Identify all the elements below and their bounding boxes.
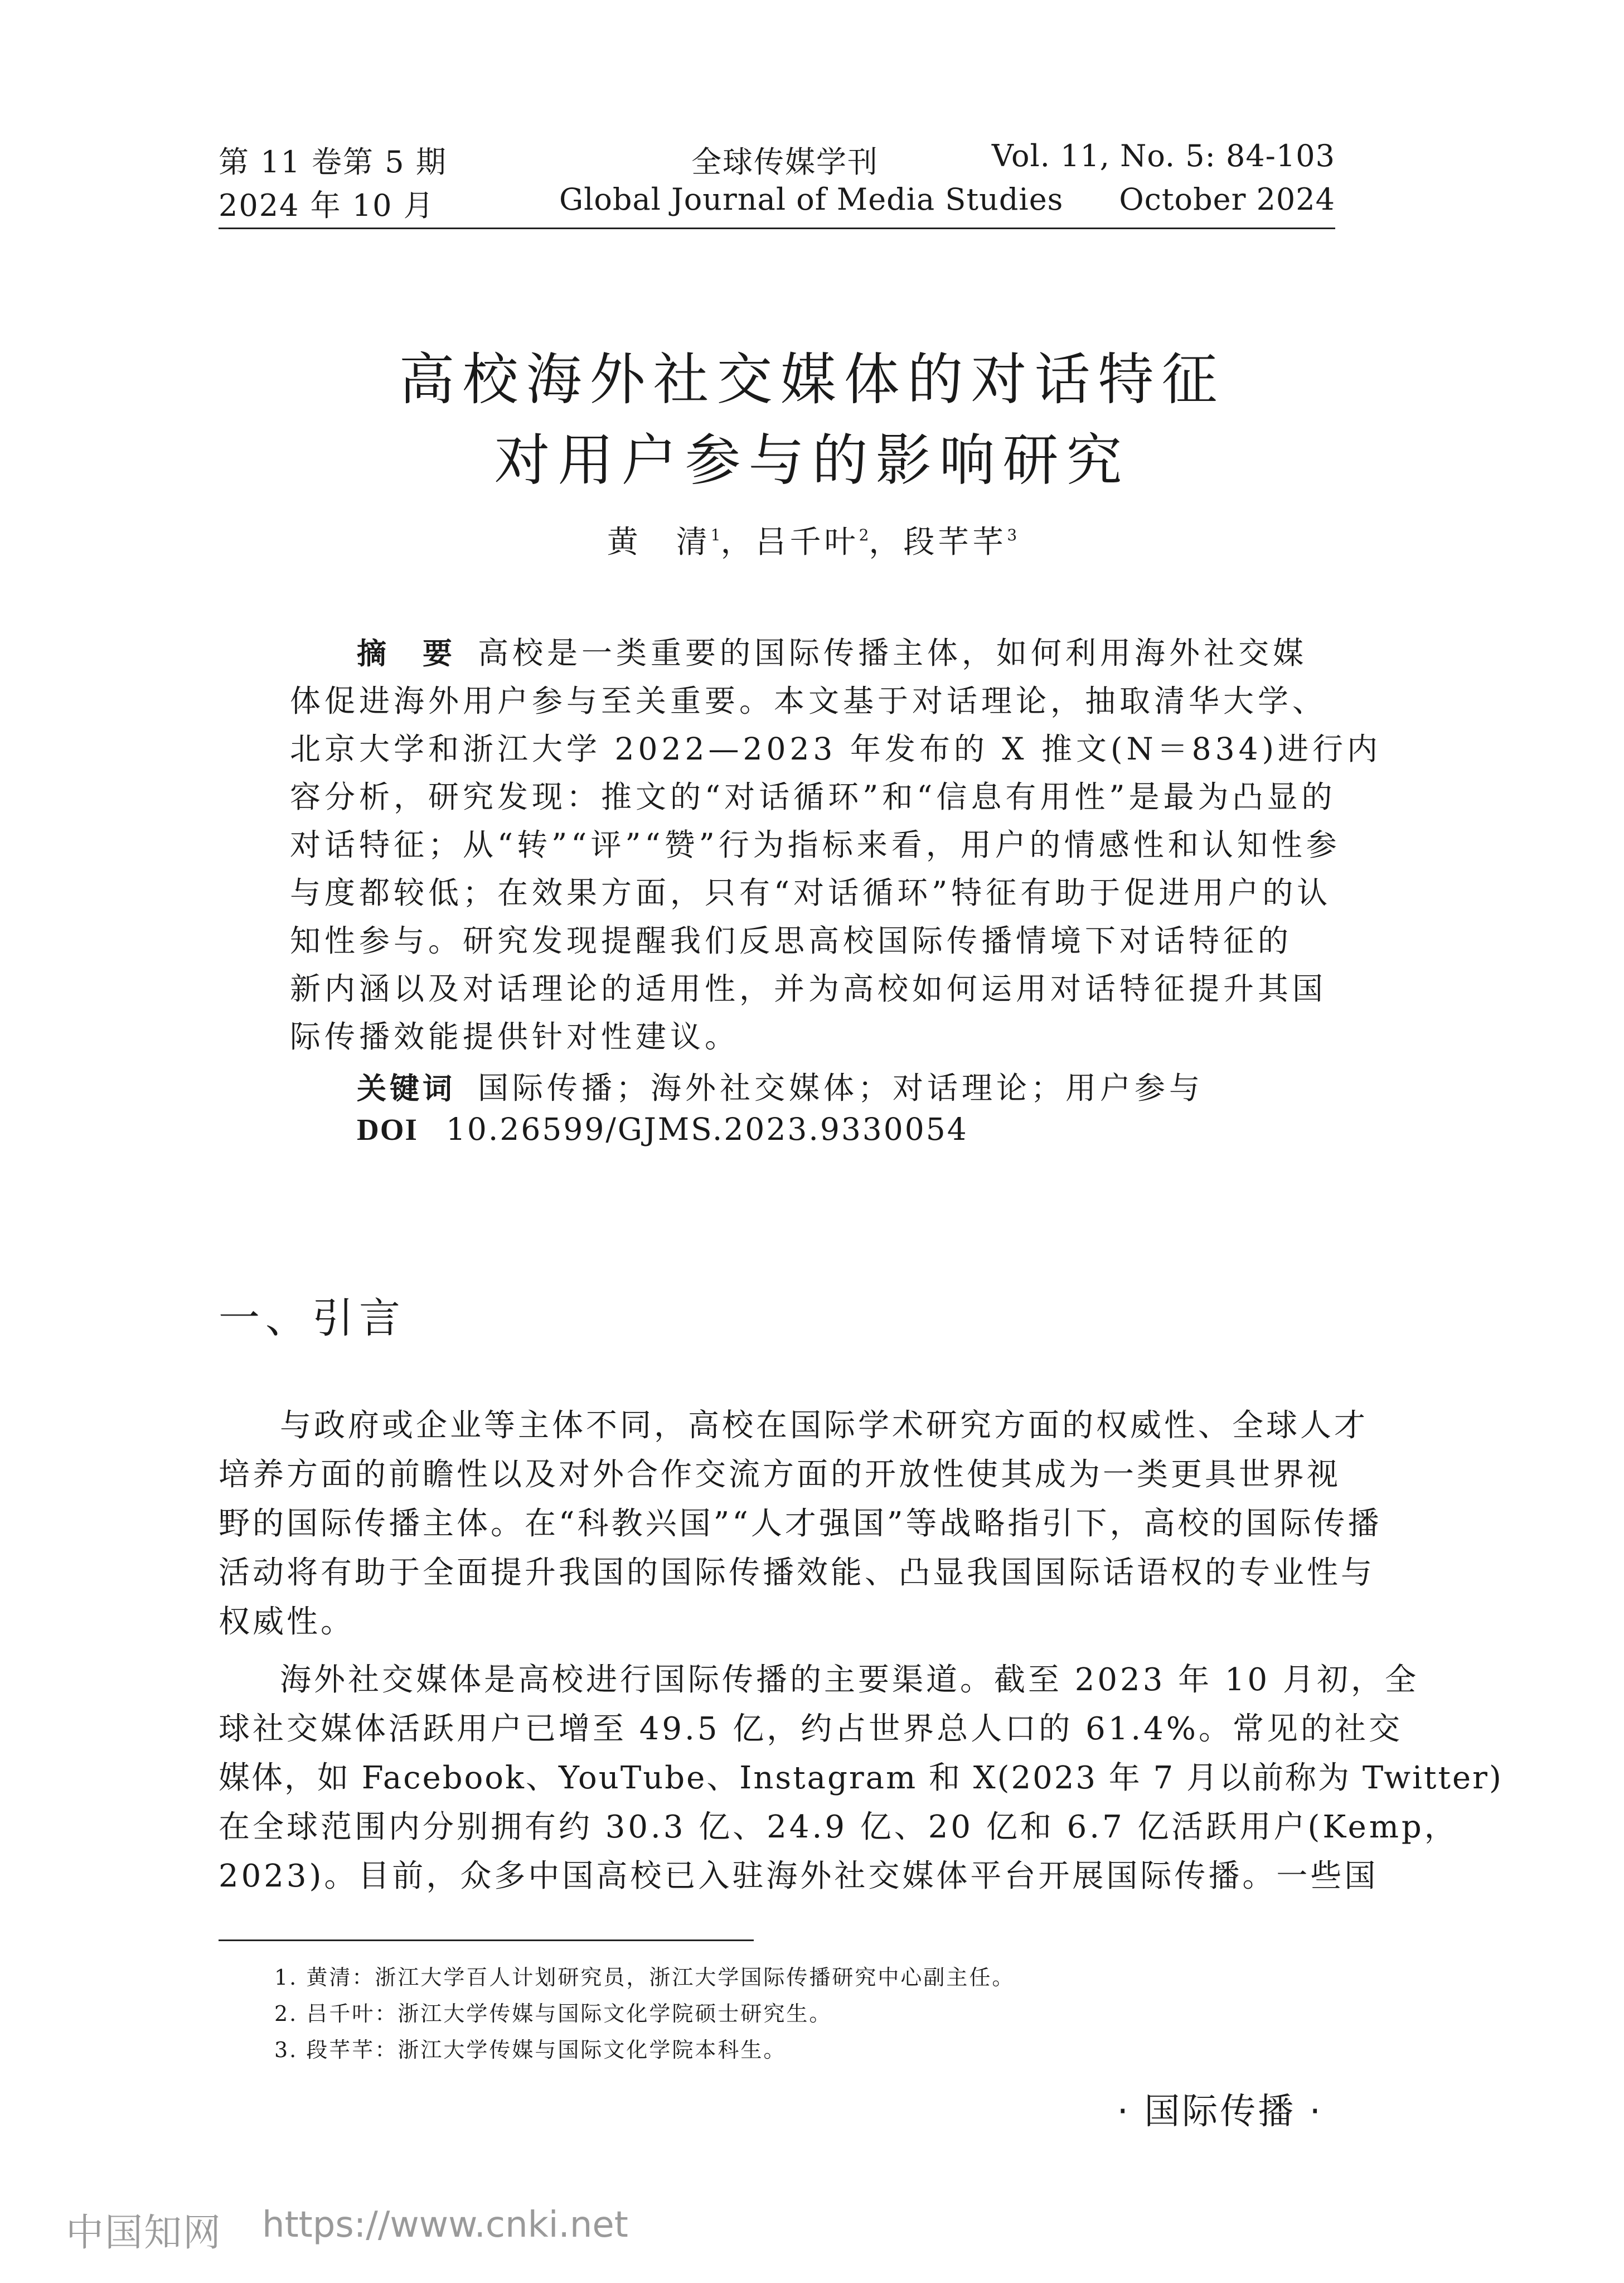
doi-value: 10.26599/GJMS.2023.9330054: [445, 1111, 968, 1147]
doi-label: DOI: [357, 1113, 418, 1147]
body-line: 在全球范围内分别拥有约 30.3 亿、24.9 亿、20 亿和 6.7 亿活跃用户(Kemp，: [219, 1809, 1458, 1845]
body-line: 媒体，如 Facebook、YouTube、Instagram 和 X(2023 年 7 月以前称为 Twitter): [219, 1760, 1503, 1796]
abstract-line: 容分析，研究发现：推文的“对话循环”和“信息有用性”是最为凸显的: [290, 779, 1336, 815]
author-1-mark: 1: [710, 526, 721, 544]
title-line-2: 对用户参与的影响研究: [494, 428, 1130, 493]
body-line: 球社交媒体活跃用户已增至 49.5 亿，约占世界总人口的 61.4%。常见的社交: [219, 1711, 1403, 1747]
footnote-3: 3. 段芊芊：浙江大学传媒与国际文化学院本科生。: [274, 2038, 787, 2062]
body-line: 培养方面的前瞻性以及对外合作交流方面的开放性使其成为一类更具世界视: [219, 1457, 1341, 1493]
abstract-line: 对话特征；从“转”“评”“赞”行为指标来看，用户的情感性和认知性参: [290, 827, 1341, 863]
header-date-cn: 2024 年 10 月: [219, 188, 435, 223]
body-line: 野的国际传播主体。在“科教兴国”“人才强国”等战略指引下，高校的国际传播: [219, 1506, 1382, 1542]
watermark-url[interactable]: https://www.cnki.net: [262, 2204, 628, 2246]
title-line-1: 高校海外社交媒体的对话特征: [399, 347, 1225, 412]
header-rule: [219, 228, 1335, 229]
abstract-line: 新内涵以及对话理论的适用性，并为高校如何运用对话特征提升其国: [290, 971, 1327, 1007]
author-separator: ，: [869, 524, 904, 560]
header-volume-issue: 第 11 卷第 5 期: [219, 144, 447, 180]
header-date-en: October 2024: [1119, 182, 1335, 217]
author-3-mark: 3: [1007, 526, 1017, 544]
body-line: 活动将有助于全面提升我国的国际传播效能、凸显我国国际话语权的专业性与: [219, 1555, 1375, 1591]
author-3: 段芊芊: [903, 524, 1007, 560]
section-heading: 一、引言: [219, 1294, 406, 1342]
watermark-logo: 中国知网: [66, 2211, 222, 2255]
body-line: 2023)。目前，众多中国高校已入驻海外社交媒体平台开展国际传播。一些国: [219, 1858, 1379, 1894]
header-journal-cn: 全球传媒学刊: [691, 144, 879, 180]
header-journal-en: Global Journal of Media Studies: [559, 182, 1064, 217]
author-1: 黄 清: [607, 524, 711, 560]
footnote-1: 1. 黄清：浙江大学百人计划研究员，浙江大学国际传播研究中心副主任。: [274, 1965, 1015, 1990]
author-separator: ，: [720, 524, 755, 560]
author-2: 吕千叶: [755, 524, 859, 560]
abstract-line: 际传播效能提供针对性建议。: [290, 1019, 740, 1055]
author-2-mark: 2: [859, 526, 869, 544]
abstract-label: 摘 要: [357, 637, 455, 671]
footnote-2: 2. 吕千叶：浙江大学传媒与国际文化学院硕士研究生。: [274, 2001, 832, 2026]
author-list: [0, 517, 1624, 562]
keywords: 国际传播；海外社交媒体；对话理论；用户参与: [478, 1070, 1204, 1106]
keywords-line: [357, 1063, 1204, 1107]
doi-line: [357, 1111, 968, 1147]
body-line: 海外社交媒体是高校进行国际传播的主要渠道。截至 2023 年 10 月初，全: [280, 1662, 1419, 1698]
keywords-label: 关键词: [357, 1072, 455, 1106]
footnote-rule: [219, 1939, 754, 1941]
abstract-line: 北京大学和浙江大学 2022—2023 年发布的 X 推文(N＝834)进行内: [290, 731, 1382, 767]
abstract-line: 知性参与。研究发现提醒我们反思高校国际传播情境下对话特征的: [290, 923, 1293, 959]
abstract-line: 摘 要 高校是一类重要的国际传播主体，如何利用海外社交媒: [357, 635, 1308, 671]
header-volume-en: Vol. 11, No. 5: 84-103: [991, 138, 1335, 173]
abstract-line: 体促进海外用户参与至关重要。本文基于对话理论，抽取清华大学、: [290, 683, 1327, 719]
column-tag: · 国际传播 ·: [1117, 2091, 1323, 2132]
body-line: 与政府或企业等主体不同，高校在国际学术研究方面的权威性、全球人才: [280, 1407, 1368, 1444]
body-line: 权威性。: [219, 1604, 355, 1640]
abstract-line: 与度都较低；在效果方面，只有“对话循环”特征有助于促进用户的认: [290, 875, 1332, 911]
